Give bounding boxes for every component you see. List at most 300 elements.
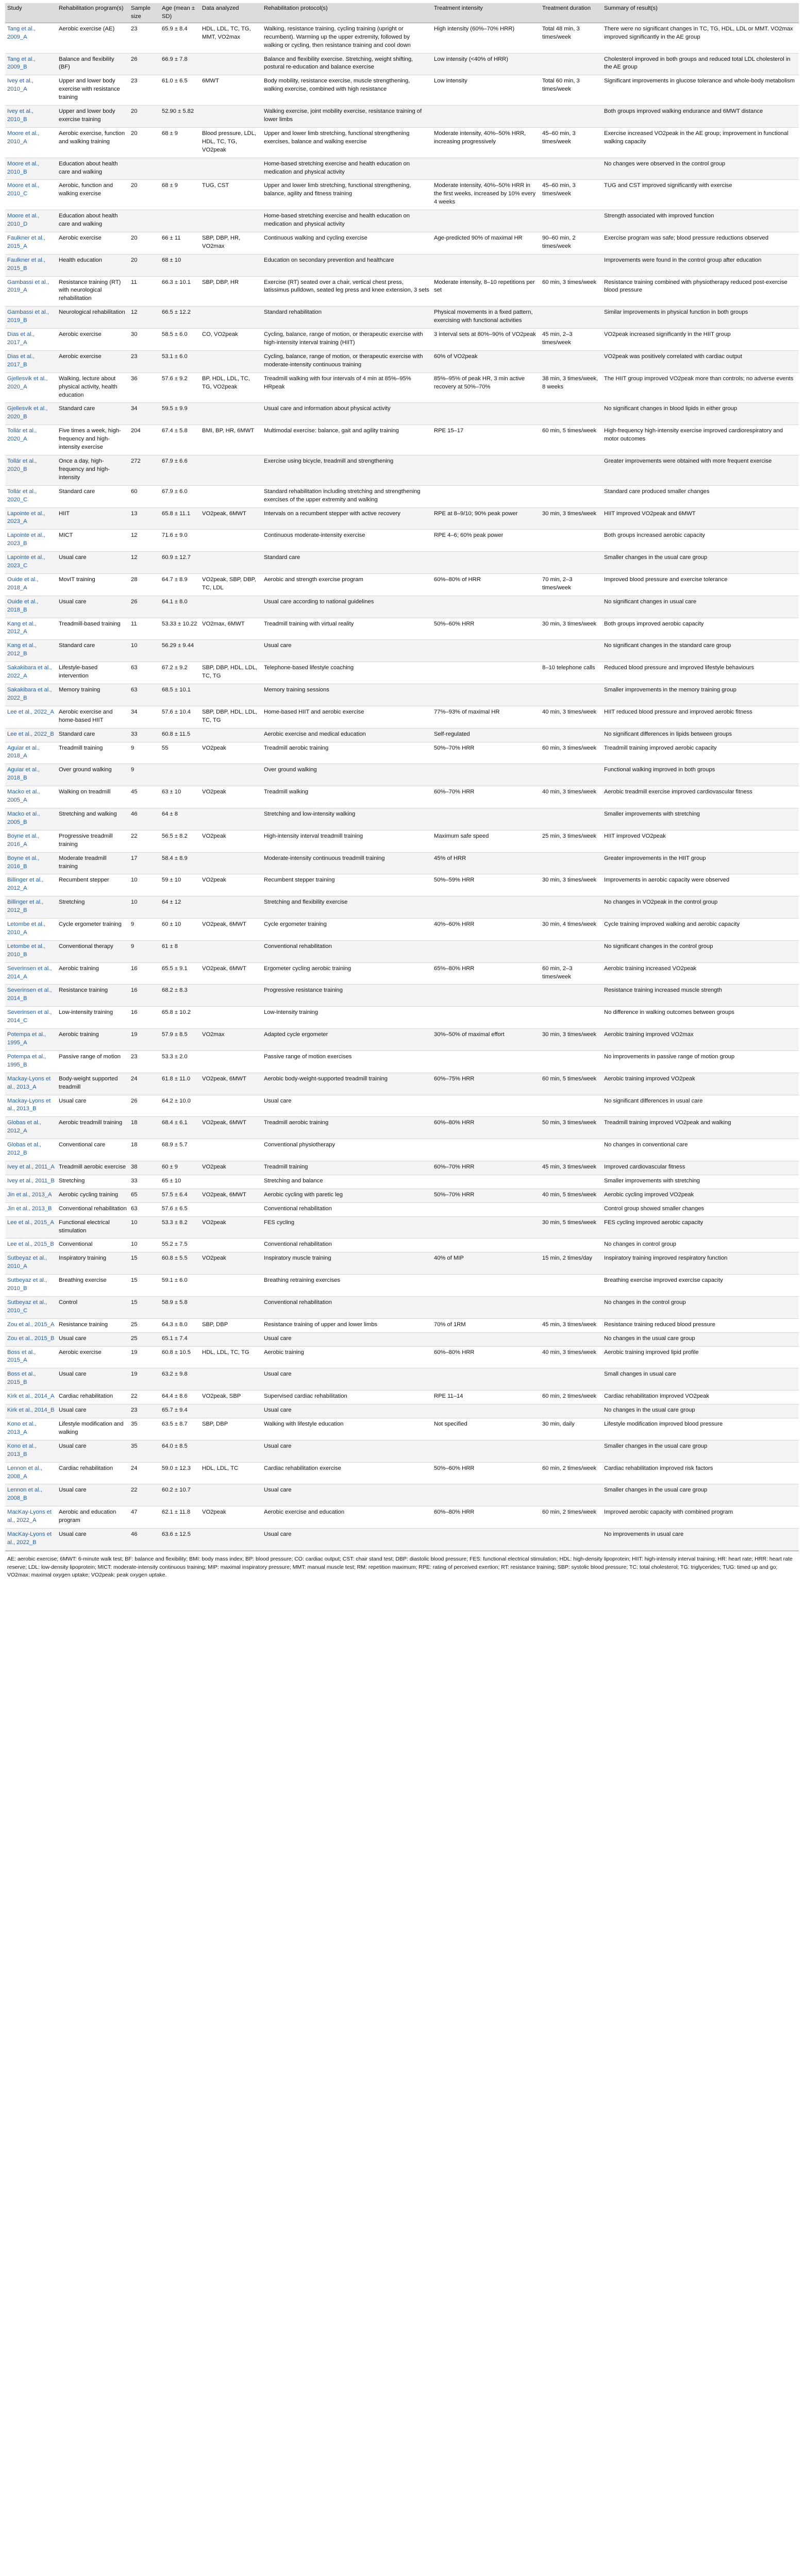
table-cell: 62.1 ± 11.8 <box>160 1506 200 1529</box>
table-row <box>5 1239 799 1252</box>
table-cell <box>432 684 540 706</box>
study-link[interactable]: Kang et al., 2012_B <box>5 640 57 662</box>
table-cell: Aerobic training improved VO2max <box>602 1029 799 1051</box>
table-cell: 204 <box>129 425 160 455</box>
table-cell <box>200 106 262 128</box>
table-cell: 60.8 ± 5.5 <box>160 1252 200 1275</box>
study-link[interactable]: Faulkner et al., 2015_B <box>5 254 57 276</box>
table-cell: Conventional rehabilitation <box>262 1202 432 1216</box>
table-row <box>5 1275 799 1297</box>
table-cell: Home-based stretching exercise and health education on medication and physical activity <box>262 158 432 180</box>
table-cell: 40 min, 3 times/week <box>540 786 602 808</box>
study-link[interactable]: Gjellesvik et al., 2020_A <box>5 372 57 403</box>
table-cell: 34 <box>129 403 160 425</box>
table-cell: Usual care <box>57 1368 129 1391</box>
table-cell: 60%–70% HRR <box>432 1161 540 1175</box>
table-cell: Home-based stretching exercise and health education on medication and physical activity <box>262 210 432 232</box>
table-cell <box>540 1202 602 1216</box>
table-cell: 60% of VO2peak <box>432 350 540 372</box>
table-cell: HDL, LDL, TC, TG <box>200 1346 262 1368</box>
table-cell: 50 min, 3 times/week <box>540 1117 602 1139</box>
table-cell: 30 min, 5 times/week <box>540 1216 602 1239</box>
table-cell: Cholesterol improved in both groups and reduced total LDL cholesterol in the AE group <box>602 53 799 75</box>
table-cell: Stretching and flexibility exercise <box>262 896 432 919</box>
table-cell: Aerobic body-weight-supported treadmill training <box>262 1073 432 1095</box>
table-row <box>5 1161 799 1175</box>
table-cell: No significant differences in lipids between groups <box>602 728 799 742</box>
study-link[interactable]: Macko et al., 2005_A <box>5 786 57 808</box>
table-cell: 68 ± 9 <box>160 180 200 210</box>
table-cell: VO2peak <box>200 830 262 852</box>
study-link[interactable]: Dias et al., 2017_B <box>5 350 57 372</box>
table-row <box>5 507 799 530</box>
table-cell: 45–60 min, 3 times/week <box>540 127 602 158</box>
table-row <box>5 728 799 742</box>
study-link[interactable]: Zou et al., 2015_A <box>5 1318 57 1332</box>
table-cell: No significant changes in the control group <box>602 940 799 962</box>
table-cell: Progressive treadmill training <box>57 830 129 852</box>
table-cell: Walking, resistance training, cycling training (upright or recumbent). Warming up the upper extremity, followed by walking or cycling, then resistance training and cool down <box>262 23 432 53</box>
table-row <box>5 1296 799 1318</box>
table-body <box>5 23 799 1550</box>
study-link[interactable]: Tang et al., 2009_B <box>5 53 57 75</box>
study-link[interactable]: Sutbeyaz et al., 2010_B <box>5 1275 57 1297</box>
table-cell <box>200 1296 262 1318</box>
table-cell: 56.29 ± 9.44 <box>160 640 200 662</box>
study-link[interactable]: Lapointe et al., 2023_A <box>5 507 57 530</box>
study-link[interactable]: Gambassi et al., 2019_A <box>5 276 57 307</box>
table-cell: 59 ± 10 <box>160 874 200 896</box>
table-cell <box>540 1275 602 1297</box>
study-link[interactable]: Macko et al., 2005_B <box>5 808 57 830</box>
table-cell: 9 <box>129 764 160 786</box>
study-link[interactable]: Mackay-Lyons et al., 2013_A <box>5 1073 57 1095</box>
table-cell: RPE at 8–9/10; 90% peak power <box>432 507 540 530</box>
table-cell: 58.5 ± 6.0 <box>160 329 200 351</box>
table-row <box>5 786 799 808</box>
study-link[interactable]: Sutbeyaz et al., 2010_A <box>5 1252 57 1275</box>
table-cell: 25 <box>129 1332 160 1346</box>
table-cell: 65 ± 10 <box>160 1175 200 1189</box>
table-cell: Usual care <box>57 1440 129 1462</box>
table-cell: 45% of HRR <box>432 852 540 874</box>
study-link[interactable]: Boyne et al., 2016_A <box>5 830 57 852</box>
table-cell <box>432 106 540 128</box>
table-row <box>5 618 799 640</box>
table-cell <box>540 403 602 425</box>
table-cell: Memory training <box>57 684 129 706</box>
table-cell: 36 <box>129 372 160 403</box>
study-link[interactable]: Kono et al., 2013_B <box>5 1440 57 1462</box>
table-cell: 38 min, 3 times/week, 8 weeks <box>540 372 602 403</box>
table-cell: No changes in the usual care group <box>602 1332 799 1346</box>
table-cell: Stretching and low-intensity walking <box>262 808 432 830</box>
table-cell: Usual care <box>262 1332 432 1346</box>
study-link[interactable]: Boss et al., 2015_B <box>5 1368 57 1391</box>
table-cell <box>432 485 540 507</box>
table-cell <box>200 530 262 552</box>
column-header: Age (mean ± SD) <box>160 3 200 23</box>
table-cell: Treadmill training <box>57 742 129 764</box>
table-row <box>5 1189 799 1202</box>
table-cell: VO2peak, 6MWT <box>200 962 262 985</box>
table-cell: Exercise (RT) seated over a chair, vertical chest press, latissimus pulldown, seated leg press and knee extension, 3 sets <box>262 276 432 307</box>
table-cell: 272 <box>129 455 160 485</box>
table-row <box>5 276 799 307</box>
study-link[interactable]: Jin et al., 2013_A <box>5 1189 57 1202</box>
table-cell: 64.1 ± 8.0 <box>160 596 200 618</box>
table-cell <box>540 1095 602 1117</box>
column-header: Summary of result(s) <box>602 3 799 23</box>
table-row <box>5 329 799 351</box>
table-cell: 35 <box>129 1418 160 1440</box>
table-cell: No improvements in passive range of motion group <box>602 1050 799 1073</box>
table-cell: Upper and lower body exercise training <box>57 106 129 128</box>
table-cell: Education on secondary prevention and healthcare <box>262 254 432 276</box>
table-row <box>5 940 799 962</box>
table-cell: Aerobic exercise <box>57 350 129 372</box>
table-cell: 8–10 telephone calls <box>540 662 602 684</box>
table-cell: Treadmill walking <box>262 786 432 808</box>
study-link[interactable]: Moore et al., 2010_C <box>5 180 57 210</box>
table-cell <box>540 1239 602 1252</box>
table-row <box>5 485 799 507</box>
study-link[interactable]: Kirk et al., 2014_B <box>5 1404 57 1418</box>
table-cell: 66.5 ± 12.2 <box>160 307 200 329</box>
table-cell: 60 min, 2 times/week <box>540 1462 602 1484</box>
table-cell: Multimodal exercise: balance, gait and agility training <box>262 425 432 455</box>
table-cell: 28 <box>129 573 160 596</box>
table-cell <box>540 1332 602 1346</box>
table-cell: 50%–70% HRR <box>432 742 540 764</box>
table-cell: Low-intensity training <box>262 1007 432 1029</box>
study-link[interactable]: Lennon et al., 2008_A <box>5 1462 57 1484</box>
table-cell: 22 <box>129 1484 160 1506</box>
table-cell: 24 <box>129 1462 160 1484</box>
table-cell: Standard rehabilitation including stretching and strengthening exercises of the upper extremity and walking <box>262 485 432 507</box>
table-cell: Standard care produced smaller changes <box>602 485 799 507</box>
study-link[interactable]: Severinsen et al., 2014_B <box>5 985 57 1007</box>
table-cell: Conventional physiotherapy <box>262 1139 432 1161</box>
study-link[interactable]: Potempa et al., 1995_B <box>5 1050 57 1073</box>
study-link[interactable]: Tang et al., 2009_A <box>5 23 57 53</box>
table-cell: VO2max, 6MWT <box>200 618 262 640</box>
study-link[interactable]: Lee et al., 2015_A <box>5 1216 57 1239</box>
table-cell: VO2max <box>200 1029 262 1051</box>
study-link[interactable]: Globas et al., 2012_A <box>5 1117 57 1139</box>
table-cell: 46 <box>129 1529 160 1551</box>
table-cell <box>200 210 262 232</box>
study-link[interactable]: Lapointe et al., 2023_C <box>5 552 57 574</box>
table-row <box>5 307 799 329</box>
table-row <box>5 403 799 425</box>
table-cell: 63.6 ± 12.5 <box>160 1529 200 1551</box>
table-cell <box>200 940 262 962</box>
table-cell: 63.5 ± 8.7 <box>160 1418 200 1440</box>
table-cell: 18 <box>129 1139 160 1161</box>
table-cell: 45 min, 3 times/week <box>540 1318 602 1332</box>
study-link[interactable]: Kirk et al., 2014_A <box>5 1391 57 1404</box>
table-cell: 35 <box>129 1440 160 1462</box>
table-cell: VO2peak <box>200 1216 262 1239</box>
table-cell: Standard rehabilitation <box>262 307 432 329</box>
study-link[interactable]: Moore et al., 2010_A <box>5 127 57 158</box>
table-cell: 45–60 min, 3 times/week <box>540 180 602 210</box>
table-cell: Memory training sessions <box>262 684 432 706</box>
table-cell: 65%–80% HRR <box>432 962 540 985</box>
table-cell: 61.8 ± 11.0 <box>160 1073 200 1095</box>
table-cell <box>432 158 540 180</box>
study-link[interactable]: Kang et al., 2012_A <box>5 618 57 640</box>
table-cell: 60 min, 2–3 times/week <box>540 962 602 985</box>
table-cell <box>540 530 602 552</box>
table-cell: Usual care according to national guidelines <box>262 596 432 618</box>
study-link[interactable]: Tollár et al., 2020_A <box>5 425 57 455</box>
table-cell: 70 min, 2–3 times/week <box>540 573 602 596</box>
table-cell <box>540 1440 602 1462</box>
table-cell: 57.9 ± 8.5 <box>160 1029 200 1051</box>
table-cell <box>432 896 540 919</box>
study-link[interactable]: Faulkner et al., 2015_A <box>5 232 57 254</box>
study-link[interactable]: Ivey et al., 2010_B <box>5 106 57 128</box>
table-cell: 19 <box>129 1029 160 1051</box>
table-cell: Total 60 min, 3 times/week <box>540 75 602 106</box>
table-cell <box>160 764 200 786</box>
study-link[interactable]: Zou et al., 2015_B <box>5 1332 57 1346</box>
table-cell: Stretching <box>57 1175 129 1189</box>
table-cell <box>540 350 602 372</box>
study-link[interactable]: Ivey et al., 2011_B <box>5 1175 57 1189</box>
table-row <box>5 425 799 455</box>
table-cell <box>200 808 262 830</box>
table-cell: No changes in the usual care group <box>602 1404 799 1418</box>
table-cell: 55 <box>160 742 200 764</box>
study-link[interactable]: Ivey et al., 2010_A <box>5 75 57 106</box>
study-link[interactable]: Ivey et al., 2011_A <box>5 1161 57 1175</box>
study-link[interactable]: Jin et al., 2013_B <box>5 1202 57 1216</box>
table-cell: 60%–70% HRR <box>432 786 540 808</box>
study-link[interactable]: MacKay-Lyons et al., 2022_B <box>5 1529 57 1551</box>
table-cell: Resistance training reduced blood pressure <box>602 1318 799 1332</box>
study-link[interactable]: Severinsen et al., 2014_A <box>5 962 57 985</box>
table-cell <box>432 1332 540 1346</box>
table-cell: VO2peak, SBP, DBP, TC, LDL <box>200 573 262 596</box>
table-cell: Aerobic training <box>262 1346 432 1368</box>
table-cell <box>200 1404 262 1418</box>
table-cell: The HIIT group improved VO2peak more than controls; no adverse events <box>602 372 799 403</box>
study-link[interactable]: Gjellesvik et al., 2020_B <box>5 403 57 425</box>
study-link[interactable]: Lee et al., 2015_B <box>5 1239 57 1252</box>
table-cell: There were no significant changes in TC, TG, HDL, LDL or MMT. VO2max improved significantly in the AE group <box>602 23 799 53</box>
table-cell: Exercise program was safe; blood pressure reductions observed <box>602 232 799 254</box>
study-link[interactable]: Lee et al., 2022_A <box>5 706 57 728</box>
table-cell: Moderate intensity, 40%–50% HRR in the first weeks, increased by 10% every 4 weeks <box>432 180 540 210</box>
table-cell: Usual care <box>57 1529 129 1551</box>
table-cell: SBP, DBP, HR <box>200 276 262 307</box>
table-cell: Standard care <box>57 640 129 662</box>
table-cell: 30 min, 3 times/week <box>540 507 602 530</box>
study-link[interactable]: Tollár et al., 2020_B <box>5 455 57 485</box>
study-link[interactable]: Billinger et al., 2012_B <box>5 896 57 919</box>
table-cell: 60.2 ± 10.7 <box>160 1484 200 1506</box>
study-link[interactable]: Gambassi et al., 2019_B <box>5 307 57 329</box>
table-cell: 10 <box>129 896 160 919</box>
table-cell: Home-based HIIT and aerobic exercise <box>262 706 432 728</box>
table-cell: Neurological rehabilitation <box>57 307 129 329</box>
table-cell: Treadmill training improved aerobic capacity <box>602 742 799 764</box>
table-cell: 23 <box>129 350 160 372</box>
table-header-row <box>5 3 799 23</box>
table-cell: 60%–75% HRR <box>432 1073 540 1095</box>
study-link[interactable]: Boyne et al., 2016_B <box>5 852 57 874</box>
study-link[interactable]: Sakakibara et al., 2022_A <box>5 662 57 684</box>
table-cell: 9 <box>129 742 160 764</box>
table-cell: 40 min, 5 times/week <box>540 1189 602 1202</box>
table-row <box>5 455 799 485</box>
table-cell <box>540 684 602 706</box>
table-cell: 15 min, 2 times/day <box>540 1252 602 1275</box>
table-cell: Standard care <box>57 403 129 425</box>
study-link[interactable]: Lee et al., 2022_B <box>5 728 57 742</box>
table-cell <box>540 940 602 962</box>
study-link[interactable]: Aguiar et al., 2018_A <box>5 742 57 764</box>
table-cell: Functional electrical stimulation <box>57 1216 129 1239</box>
table-cell: 68.2 ± 8.3 <box>160 985 200 1007</box>
table-cell: Treadmill aerobic training <box>262 742 432 764</box>
table-cell: Conventional rehabilitation <box>262 1296 432 1318</box>
study-link[interactable]: Aguiar et al., 2018_B <box>5 764 57 786</box>
study-link[interactable]: Kono et al., 2013_A <box>5 1418 57 1440</box>
table-cell: 66.9 ± 7.8 <box>160 53 200 75</box>
table-cell <box>200 455 262 485</box>
table-cell: Significant improvements in glucose tolerance and whole-body metabolism <box>602 75 799 106</box>
table-cell <box>432 403 540 425</box>
table-cell <box>540 485 602 507</box>
table-cell: FES cycling <box>262 1216 432 1239</box>
table-cell <box>129 210 160 232</box>
table-cell: Usual care <box>262 1404 432 1418</box>
study-link[interactable]: Ouide et al., 2018_A <box>5 573 57 596</box>
table-cell <box>540 852 602 874</box>
table-cell: Continuous moderate-intensity exercise <box>262 530 432 552</box>
study-link[interactable]: Letombe et al., 2010_B <box>5 940 57 962</box>
table-cell: 11 <box>129 276 160 307</box>
study-link[interactable]: Potempa et al., 1995_A <box>5 1029 57 1051</box>
table-cell: VO2peak, SBP <box>200 1391 262 1404</box>
table-cell: 64.4 ± 8.6 <box>160 1391 200 1404</box>
table-cell: Upper and lower limb stretching, functional strengthening, balance, agility and fitness training <box>262 180 432 210</box>
table-row <box>5 962 799 985</box>
study-link[interactable]: Sutbeyaz et al., 2010_C <box>5 1296 57 1318</box>
table-cell: 47 <box>129 1506 160 1529</box>
table-cell: Education about health care and walking <box>57 158 129 180</box>
table-cell: 70% of 1RM <box>432 1318 540 1332</box>
study-link[interactable]: Lapointe et al., 2023_B <box>5 530 57 552</box>
table-cell: Greater improvements in the HIIT group <box>602 852 799 874</box>
table-cell: 23 <box>129 1404 160 1418</box>
table-cell: 20 <box>129 180 160 210</box>
table-cell: 59.1 ± 6.0 <box>160 1275 200 1297</box>
table-cell: 61.0 ± 6.5 <box>160 75 200 106</box>
table-cell <box>200 485 262 507</box>
table-cell: 30 min, 3 times/week <box>540 874 602 896</box>
table-cell <box>540 896 602 919</box>
study-link[interactable]: Boss et al., 2015_A <box>5 1346 57 1368</box>
table-cell <box>432 662 540 684</box>
table-cell: 60%–80% of HRR <box>432 573 540 596</box>
table-cell: Conventional rehabilitation <box>262 1239 432 1252</box>
table-cell: Aerobic, function and walking exercise <box>57 180 129 210</box>
table-cell: CO, VO2peak <box>200 329 262 351</box>
table-cell: HIIT <box>57 507 129 530</box>
table-cell: 53.3 ± 2.0 <box>160 1050 200 1073</box>
table-cell: High intensity (60%–70% HRR) <box>432 23 540 53</box>
study-link[interactable]: Ouide et al., 2018_B <box>5 596 57 618</box>
table-cell: No changes in the control group <box>602 1296 799 1318</box>
study-link[interactable]: Mackay-Lyons et al., 2013_B <box>5 1095 57 1117</box>
table-row <box>5 896 799 919</box>
table-cell: 25 min, 3 times/week <box>540 830 602 852</box>
table-cell: Cycle ergometer training <box>262 919 432 941</box>
table-row <box>5 127 799 158</box>
study-link[interactable]: Dias et al., 2017_A <box>5 329 57 351</box>
study-link[interactable]: MacKay-Lyons et al., 2022_A <box>5 1506 57 1529</box>
table-cell: Treadmill training <box>262 1161 432 1175</box>
study-link[interactable]: Tollár et al., 2020_C <box>5 485 57 507</box>
table-cell: Stretching <box>57 896 129 919</box>
table-cell: VO2peak <box>200 786 262 808</box>
table-cell: Aerobic exercise and education <box>262 1506 432 1529</box>
table-cell: Not specified <box>432 1418 540 1440</box>
table-cell: 60 min, 5 times/week <box>540 425 602 455</box>
study-link[interactable]: Lennon et al., 2008_B <box>5 1484 57 1506</box>
study-link[interactable]: Billinger et al., 2012_A <box>5 874 57 896</box>
table-cell <box>540 985 602 1007</box>
study-link[interactable]: Severinsen et al., 2014_C <box>5 1007 57 1029</box>
table-cell: 13 <box>129 507 160 530</box>
table-cell: Breathing retraining exercises <box>262 1275 432 1297</box>
table-cell <box>200 1275 262 1297</box>
study-link[interactable]: Letombe et al., 2010_A <box>5 919 57 941</box>
table-row <box>5 106 799 128</box>
study-link[interactable]: Sakakibara et al., 2022_B <box>5 684 57 706</box>
table-cell: 57.6 ± 6.5 <box>160 1202 200 1216</box>
table-cell: Usual care <box>57 552 129 574</box>
table-cell: 67.2 ± 9.2 <box>160 662 200 684</box>
study-link[interactable]: Moore et al., 2010_B <box>5 158 57 180</box>
table-cell: 50%–59% HRR <box>432 874 540 896</box>
table-cell: VO2peak, 6MWT <box>200 919 262 941</box>
table-cell: BP, HDL, LDL, TC, TG, VO2peak <box>200 372 262 403</box>
table-cell: 10 <box>129 874 160 896</box>
table-cell: Similar improvements in physical function in both groups <box>602 307 799 329</box>
table-cell: Aerobic cycling improved VO2peak <box>602 1189 799 1202</box>
table-cell: Conventional therapy <box>57 940 129 962</box>
table-cell: Resistance training increased muscle strength <box>602 985 799 1007</box>
table-cell <box>200 1332 262 1346</box>
table-cell: Over ground walking <box>57 764 129 786</box>
table-cell <box>432 1139 540 1161</box>
table-cell: No improvements in usual care <box>602 1529 799 1551</box>
table-cell <box>540 1368 602 1391</box>
table-cell: 9 <box>129 940 160 962</box>
table-cell <box>540 596 602 618</box>
table-cell: FES cycling improved aerobic capacity <box>602 1216 799 1239</box>
table-cell: Telephone-based lifestyle coaching <box>262 662 432 684</box>
study-link[interactable]: Moore et al., 2010_D <box>5 210 57 232</box>
study-link[interactable]: Globas et al., 2012_B <box>5 1139 57 1161</box>
table-row <box>5 1346 799 1368</box>
